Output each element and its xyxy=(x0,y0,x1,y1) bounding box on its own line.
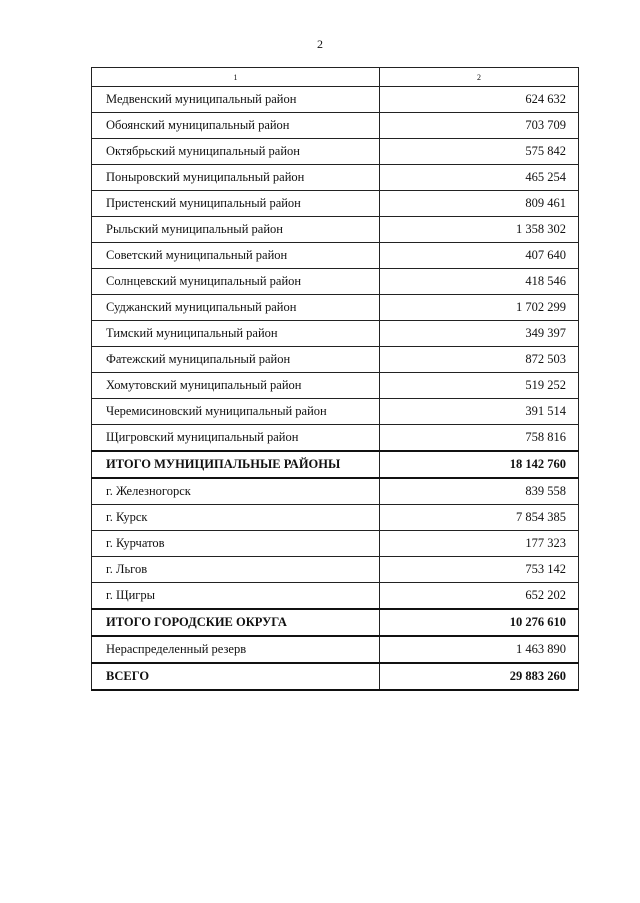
row-value-cell: 575 842 xyxy=(380,139,579,165)
row-name-cell: Черемисиновский муниципальный район xyxy=(92,399,380,425)
table-row xyxy=(92,217,579,243)
row-value-cell: 10 276 610 xyxy=(380,609,579,636)
row-value-cell: 624 632 xyxy=(380,87,579,113)
table-row xyxy=(92,139,579,165)
row-name-cell: Нераспределенный резерв xyxy=(92,636,380,663)
table-row xyxy=(92,425,579,452)
row-value-cell: 407 640 xyxy=(380,243,579,269)
row-name-cell: г. Курск xyxy=(92,505,380,531)
row-name-cell: ИТОГО МУНИЦИПАЛЬНЫЕ РАЙОНЫ xyxy=(92,451,380,478)
table-total-row xyxy=(92,663,579,690)
table-total-row xyxy=(92,451,579,478)
table-row xyxy=(92,87,579,113)
table-row xyxy=(92,165,579,191)
row-value-cell: 18 142 760 xyxy=(380,451,579,478)
row-name-cell: Щигровский муниципальный район xyxy=(92,425,380,452)
row-value-cell: 1 358 302 xyxy=(380,217,579,243)
row-name-cell: г. Курчатов xyxy=(92,531,380,557)
row-value-cell: 29 883 260 xyxy=(380,663,579,690)
table-row xyxy=(92,269,579,295)
row-value-cell: 753 142 xyxy=(380,557,579,583)
budget-distribution-table xyxy=(91,67,579,691)
column-number-1: 1 xyxy=(92,68,380,87)
table-row xyxy=(92,191,579,217)
row-name-cell: Пристенский муниципальный район xyxy=(92,191,380,217)
row-name-cell: Тимский муниципальный район xyxy=(92,321,380,347)
column-number-2: 2 xyxy=(380,68,579,87)
row-value-cell: 652 202 xyxy=(380,583,579,610)
row-name-cell: Суджанский муниципальный район xyxy=(92,295,380,321)
row-value-cell: 758 816 xyxy=(380,425,579,452)
page-number: 2 xyxy=(317,37,323,51)
row-value-cell: 809 461 xyxy=(380,191,579,217)
row-value-cell: 703 709 xyxy=(380,113,579,139)
table-row xyxy=(92,636,579,663)
table-row xyxy=(92,505,579,531)
row-value-cell: 349 397 xyxy=(380,321,579,347)
table-row xyxy=(92,243,579,269)
table-row xyxy=(92,321,579,347)
row-name-cell: Солнцевский муниципальный район xyxy=(92,269,380,295)
table-total-row xyxy=(92,609,579,636)
row-name-cell: Фатежский муниципальный район xyxy=(92,347,380,373)
row-value-cell: 391 514 xyxy=(380,399,579,425)
table-row xyxy=(92,295,579,321)
table-header-row xyxy=(92,68,579,87)
row-name-cell: г. Щигры xyxy=(92,583,380,610)
row-value-cell: 872 503 xyxy=(380,347,579,373)
table-row xyxy=(92,531,579,557)
row-value-cell: 839 558 xyxy=(380,478,579,505)
row-name-cell: ВСЕГО xyxy=(92,663,380,690)
row-name-cell: г. Льгов xyxy=(92,557,380,583)
row-name-cell: Рыльский муниципальный район xyxy=(92,217,380,243)
table-row xyxy=(92,557,579,583)
row-value-cell: 1 702 299 xyxy=(380,295,579,321)
row-name-cell: Обоянский муниципальный район xyxy=(92,113,380,139)
table-row xyxy=(92,347,579,373)
table-row xyxy=(92,399,579,425)
row-name-cell: Советский муниципальный район xyxy=(92,243,380,269)
row-value-cell: 418 546 xyxy=(380,269,579,295)
table-row xyxy=(92,113,579,139)
row-name-cell: г. Железногорск xyxy=(92,478,380,505)
table-row xyxy=(92,583,579,610)
row-name-cell: Октябрьский муниципальный район xyxy=(92,139,380,165)
table-row xyxy=(92,373,579,399)
row-value-cell: 7 854 385 xyxy=(380,505,579,531)
row-name-cell: Поныровский муниципальный район xyxy=(92,165,380,191)
row-value-cell: 519 252 xyxy=(380,373,579,399)
row-name-cell: Хомутовский муниципальный район xyxy=(92,373,380,399)
row-value-cell: 1 463 890 xyxy=(380,636,579,663)
row-value-cell: 465 254 xyxy=(380,165,579,191)
row-name-cell: ИТОГО ГОРОДСКИЕ ОКРУГА xyxy=(92,609,380,636)
table-row xyxy=(92,478,579,505)
row-name-cell: Медвенский муниципальный район xyxy=(92,87,380,113)
row-value-cell: 177 323 xyxy=(380,531,579,557)
